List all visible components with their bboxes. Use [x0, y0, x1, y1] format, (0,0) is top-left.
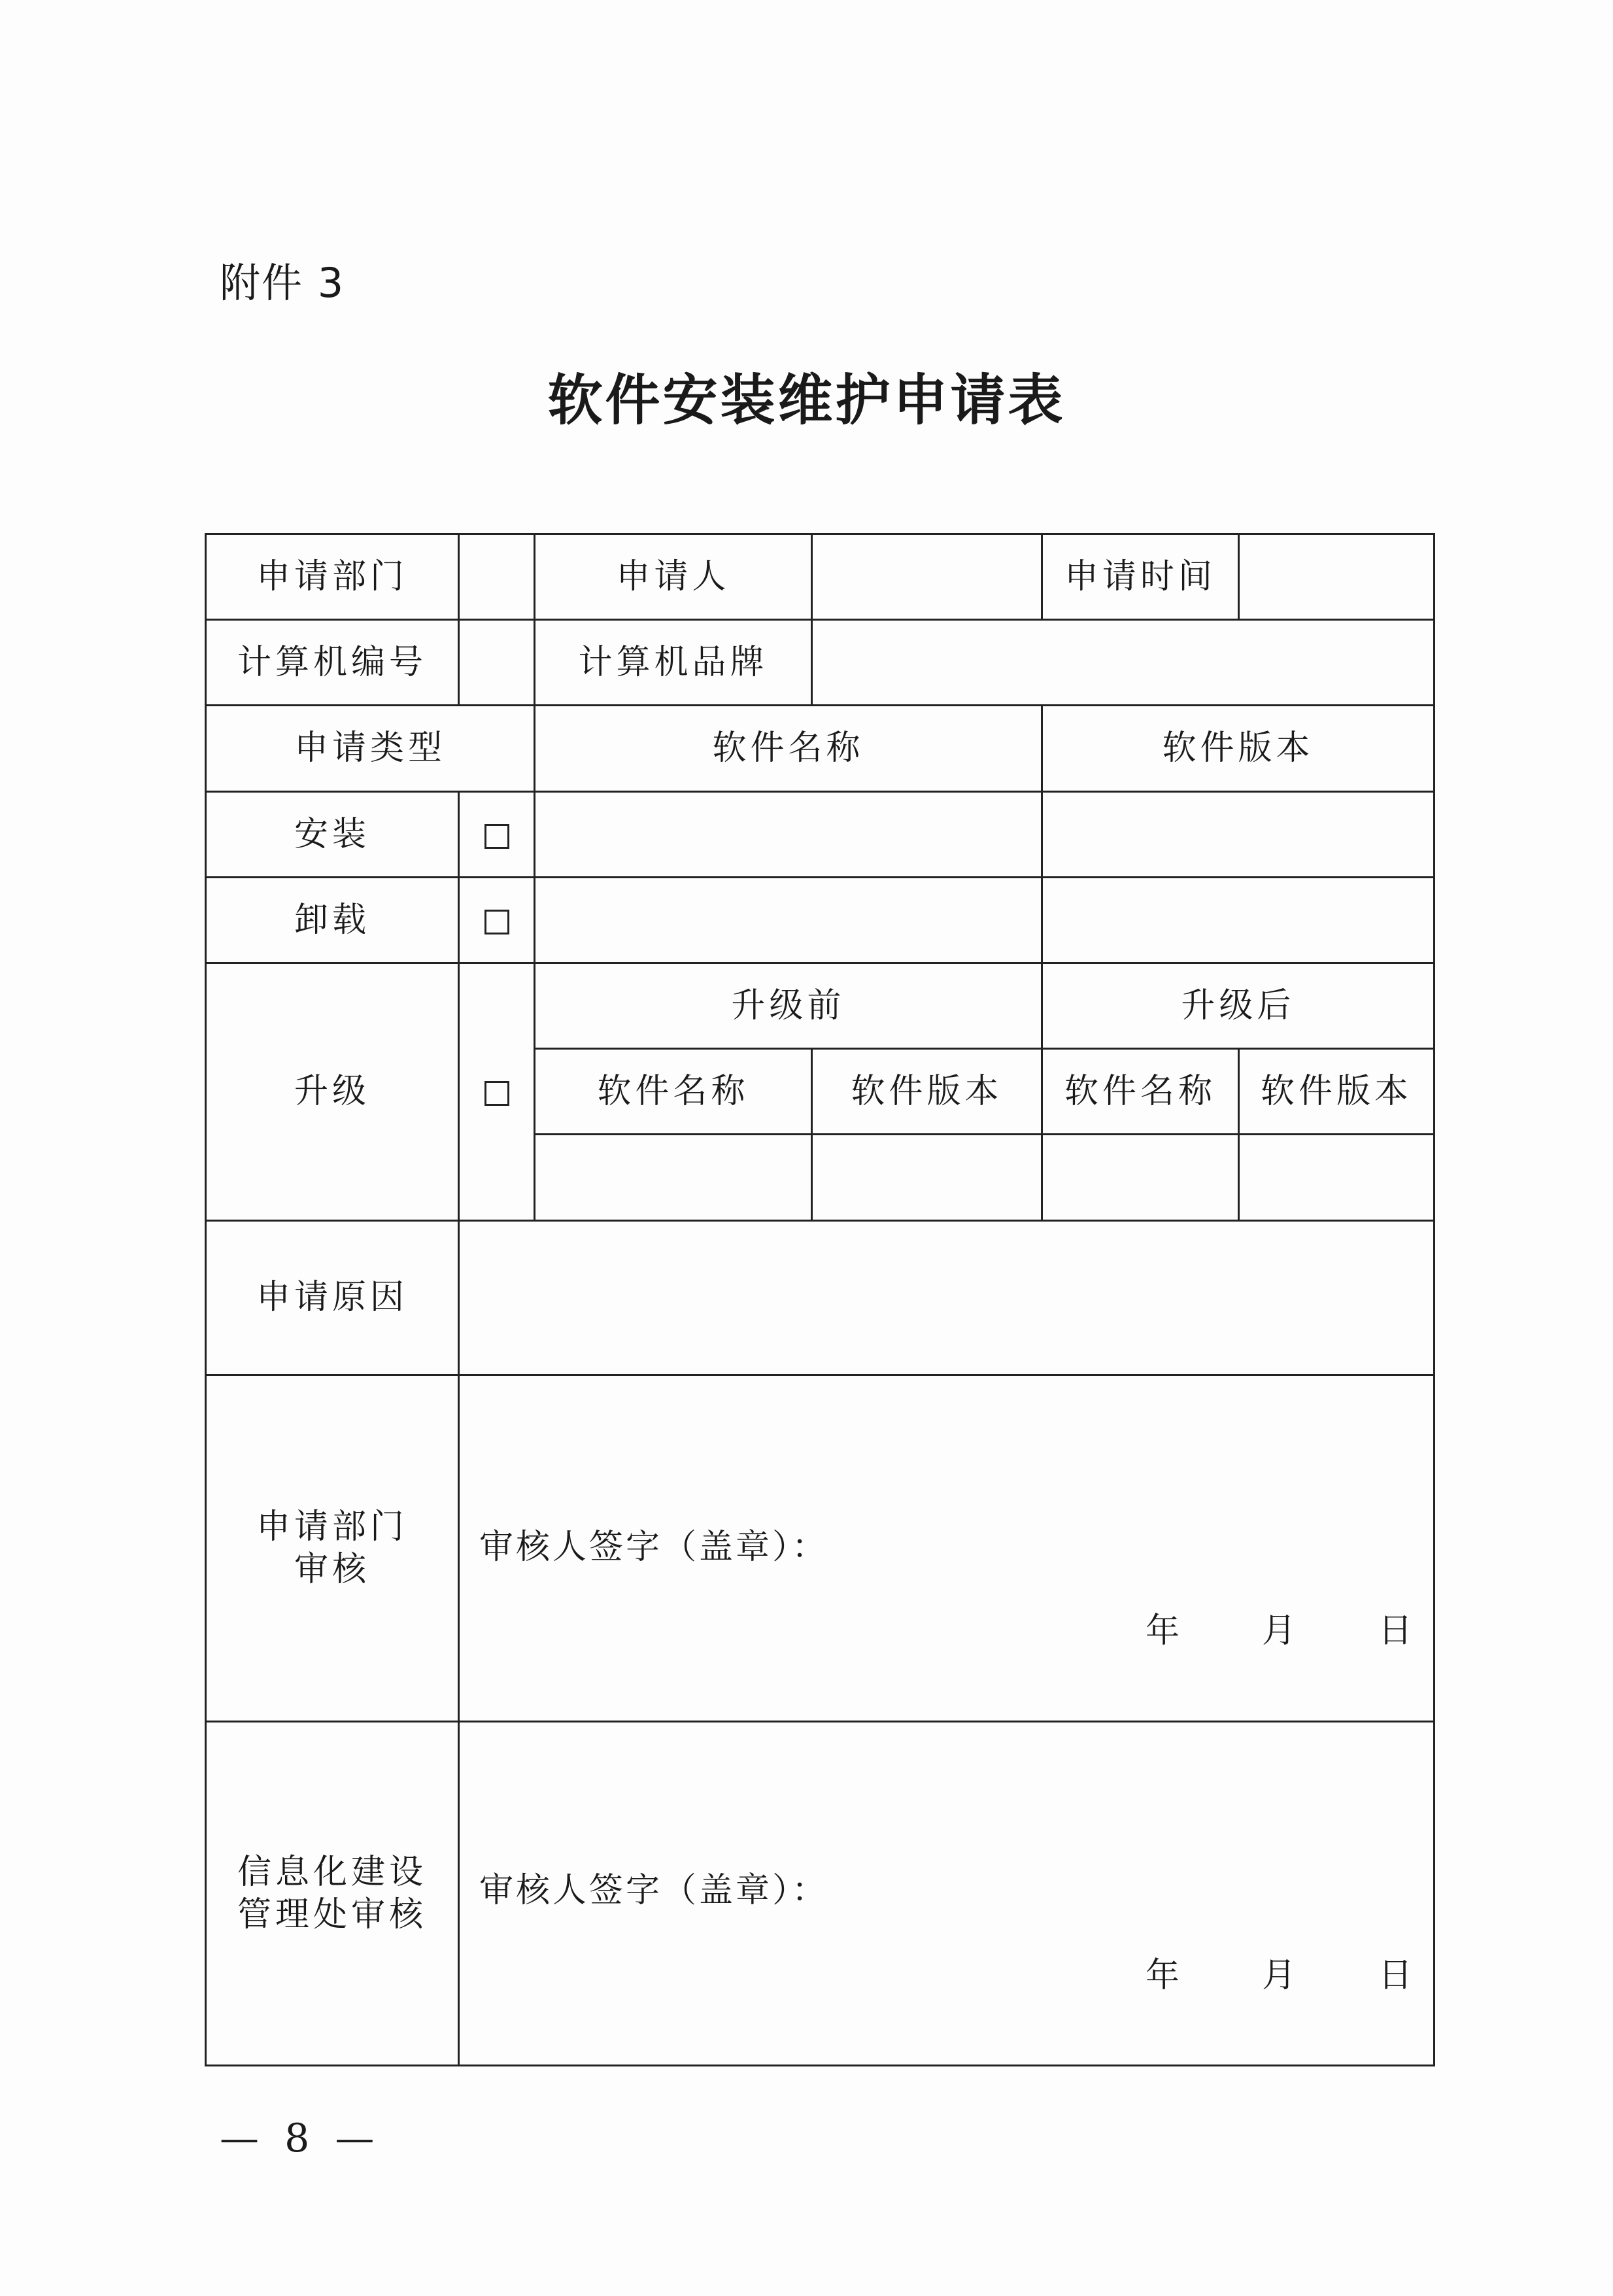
upgrade-version-after-field[interactable] — [1239, 1135, 1435, 1221]
computer-no-field[interactable] — [459, 620, 535, 706]
applicant-label: 申请人 — [535, 534, 812, 620]
software-name-header: 软件名称 — [535, 706, 1042, 792]
dept-review-year-label: 年 — [1145, 1611, 1183, 1651]
upgrade-version-before-field[interactable] — [812, 1135, 1042, 1221]
reason-label: 申请原因 — [206, 1221, 459, 1375]
dept-review-sign-label: 审核人签字（盖章）： — [479, 1528, 829, 1567]
upgrade-version-before-label: 软件版本 — [812, 1049, 1042, 1135]
upgrade-after-label: 升级后 — [1042, 963, 1435, 1049]
dept-review-field[interactable] — [459, 1375, 1435, 1722]
application-form-table — [205, 533, 1435, 2066]
dept-review-month-label: 月 — [1261, 1611, 1300, 1651]
it-review-label — [206, 1722, 459, 2066]
it-review-day-label: 日 — [1378, 1956, 1416, 1995]
install-software-version-field[interactable] — [1042, 792, 1435, 878]
upgrade-before-label: 升级前 — [535, 963, 1042, 1049]
form-row-applicant — [206, 534, 1435, 620]
upgrade-name-before-label: 软件名称 — [535, 1049, 812, 1135]
it-review-year-label: 年 — [1145, 1956, 1183, 1995]
it-review-label-line1: 信息化建设 — [237, 1852, 427, 1892]
upgrade-checkbox-cell[interactable] — [459, 963, 535, 1221]
dept-review-date — [1146, 1610, 1416, 1653]
upgrade-label: 升级 — [206, 963, 459, 1221]
software-version-header: 软件版本 — [1042, 706, 1435, 792]
upgrade-name-before-field[interactable] — [535, 1135, 812, 1221]
install-software-name-field[interactable] — [535, 792, 1042, 878]
form-row-install — [206, 792, 1435, 878]
it-review-sign-label: 审核人签字（盖章）： — [479, 1871, 829, 1910]
it-review-field[interactable] — [459, 1722, 1435, 2066]
install-checkbox[interactable] — [484, 824, 509, 849]
dept-field[interactable] — [459, 534, 535, 620]
form-row-upgrade-header — [206, 963, 1435, 1049]
install-label: 安装 — [206, 792, 459, 878]
form-row-computer — [206, 620, 1435, 706]
uninstall-software-name-field[interactable] — [535, 878, 1042, 963]
reason-field[interactable] — [459, 1221, 1435, 1375]
dept-label: 申请部门 — [206, 534, 459, 620]
upgrade-name-after-label: 软件名称 — [1042, 1049, 1239, 1135]
form-title: 软件安装维护申请表 — [547, 368, 1066, 432]
dept-review-label — [206, 1375, 459, 1722]
dept-review-label-line2: 审核 — [294, 1549, 370, 1589]
it-review-label-line2: 管理处审核 — [237, 1894, 427, 1934]
uninstall-checkbox-cell[interactable] — [459, 878, 535, 963]
form-row-uninstall — [206, 878, 1435, 963]
upgrade-name-after-field[interactable] — [1042, 1135, 1239, 1221]
it-review-month-label: 月 — [1261, 1956, 1300, 1995]
uninstall-label: 卸载 — [206, 878, 459, 963]
form-row-reason — [206, 1221, 1435, 1375]
form-row-it-review — [206, 1722, 1435, 2066]
install-checkbox-cell[interactable] — [459, 792, 535, 878]
upgrade-checkbox[interactable] — [484, 1081, 509, 1106]
dept-review-day-label: 日 — [1378, 1611, 1416, 1651]
dept-review-label-line1: 申请部门 — [256, 1507, 408, 1547]
computer-brand-field[interactable] — [812, 620, 1435, 706]
applicant-field[interactable] — [812, 534, 1042, 620]
page-number: — 8 — — [220, 2116, 381, 2161]
uninstall-software-version-field[interactable] — [1042, 878, 1435, 963]
time-label: 申请时间 — [1042, 534, 1239, 620]
computer-no-label: 计算机编号 — [206, 620, 459, 706]
upgrade-version-after-label: 软件版本 — [1239, 1049, 1435, 1135]
time-field[interactable] — [1239, 534, 1435, 620]
it-review-date — [1146, 1955, 1416, 1997]
form-row-dept-review — [206, 1375, 1435, 1722]
computer-brand-label: 计算机品牌 — [535, 620, 812, 706]
form-row-type-header — [206, 706, 1435, 792]
uninstall-checkbox[interactable] — [484, 910, 509, 934]
attachment-label: 附件 3 — [220, 259, 345, 307]
type-label: 申请类型 — [206, 706, 535, 792]
